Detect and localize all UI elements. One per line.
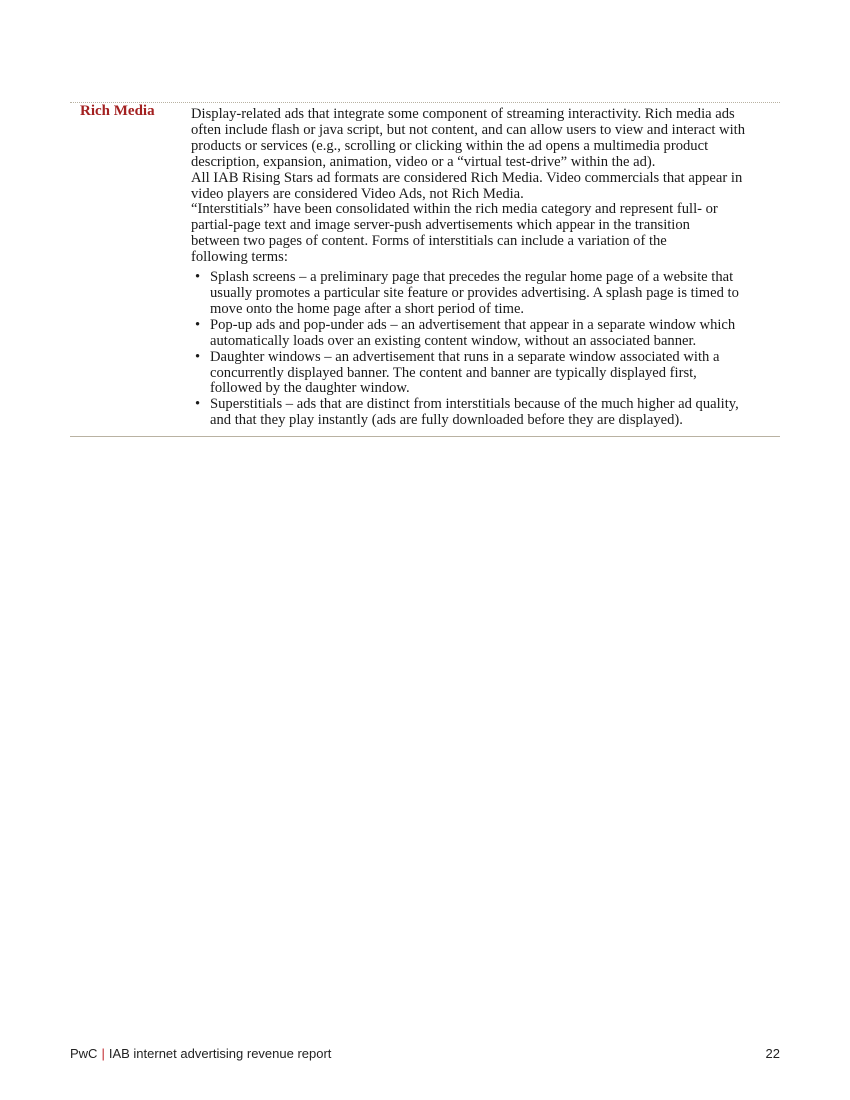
definition-line: video players are considered Video Ads, not Rich Media. bbox=[191, 185, 524, 202]
definition-line: description, expansion, animation, video or a “virtual test-drive” within the ad). bbox=[191, 153, 656, 170]
table-bottom-rule bbox=[70, 436, 780, 437]
glossary-term: Rich Media bbox=[80, 103, 155, 119]
bullet-line: usually promotes a particular site feature or provides advertising. A splash page is timed to bbox=[210, 284, 739, 301]
footer-separator: | bbox=[101, 1046, 105, 1061]
bullet-item bbox=[191, 318, 745, 350]
definition-line: often include flash or java script, but not content, and can allow users to view and interact with bbox=[191, 121, 745, 138]
definition-line: All IAB Rising Stars ad formats are considered Rich Media. Video commercials that appear in bbox=[191, 169, 743, 186]
page-footer bbox=[70, 1046, 780, 1061]
definition-line: Display-related ads that integrate some component of streaming interactivity. Rich media ads bbox=[191, 106, 735, 122]
definition-line: products or services (e.g., scrolling or clicking within the ad opens a multimedia product bbox=[191, 137, 709, 154]
bullet-line: • Pop-up ads and pop-under ads – an advertisement that appear in a separate window which bbox=[210, 316, 736, 333]
definition-line: between two pages of content. Forms of interstitials can include a variation of the bbox=[191, 233, 667, 250]
definition-line: partial-page text and image server-push advertisements which appear in the transition bbox=[191, 217, 690, 234]
bullet-line: • Splash screens – a preliminary page that precedes the regular home page of a website that bbox=[210, 269, 734, 286]
definition-line: following terms: bbox=[191, 249, 288, 266]
bullet-line: followed by the daughter window. bbox=[210, 380, 410, 397]
bullet-line: • Daughter windows – an advertisement that runs in a separate window associated with a bbox=[210, 348, 720, 365]
definition-line: “Interstitials” have been consolidated within the rich media category and represent full- or bbox=[191, 201, 718, 218]
bullet-item bbox=[191, 350, 745, 398]
bullet-item bbox=[191, 270, 745, 318]
footer-title: IAB internet advertising revenue report bbox=[108, 1046, 332, 1061]
bullet-line: automatically loads over an existing content window, without an associated banner. bbox=[210, 332, 697, 349]
glossary-definition bbox=[191, 107, 745, 429]
bullet-item bbox=[191, 397, 745, 429]
definition-paragraph bbox=[191, 107, 745, 266]
page-number: 22 bbox=[765, 1046, 780, 1061]
definition-bullet-list bbox=[191, 270, 745, 429]
bullet-line: move onto the home page after a short period of time. bbox=[210, 300, 525, 317]
bullet-line: • Superstitials – ads that are distinct from interstitials because of the much higher ad quality, bbox=[210, 396, 739, 413]
table-top-rule bbox=[70, 102, 780, 103]
bullet-line: and that they play instantly (ads are fully downloaded before they are displayed). bbox=[210, 412, 683, 429]
bullet-line: concurrently displayed banner. The content and banner are typically displayed first, bbox=[210, 364, 697, 381]
footer-brand: PwC bbox=[70, 1046, 98, 1061]
